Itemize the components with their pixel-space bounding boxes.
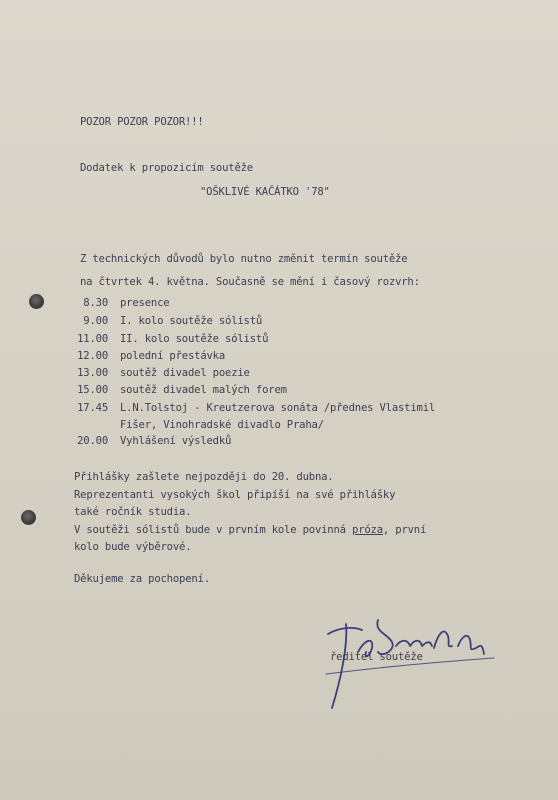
schedule-time: 13.00	[77, 367, 108, 379]
intro-line-1: Z technických důvodů bylo nutno změnit termín soutěže	[80, 253, 408, 265]
schedule-desc: presence	[120, 297, 170, 309]
notes-line-1: Přihlášky zašlete nejpozději do 20. dubna.	[74, 471, 334, 483]
notes-line-4-end: , první	[382, 524, 427, 536]
notes-line-4-start: V soutěži sólistů bude v prvním kole povinná	[74, 524, 353, 536]
schedule-desc: polední přestávka	[120, 350, 226, 362]
punch-hole-top	[29, 294, 44, 309]
schedule-time: 17.45	[77, 402, 108, 414]
intro-line-2: na čtvrtek 4. května. Současně se mění i časový rozvrh:	[80, 276, 420, 288]
notes-line-4	[74, 524, 426, 536]
schedule-desc: II. kolo soutěže sólistů	[120, 333, 269, 345]
schedule-time: 20.00	[77, 435, 108, 447]
schedule-desc: soutěž divadel poezie	[120, 367, 250, 379]
notes-line-5: kolo bude výběrové.	[74, 541, 192, 553]
schedule-time: 9.00	[83, 315, 108, 327]
signature-title: ředitel soutěže	[330, 651, 423, 663]
schedule-desc: Fišer, Vinohradské divadlo Praha/	[120, 419, 324, 431]
notes-line-3: také ročník studia.	[74, 506, 192, 518]
schedule-desc: I. kolo soutěže sólistů	[120, 315, 263, 327]
punch-hole-bottom	[21, 510, 36, 525]
document-subject: Dodatek k propozicím soutěže	[80, 162, 253, 174]
alert-heading: POZOR POZOR POZOR!!!	[80, 116, 204, 128]
schedule-desc: Vyhlášení výsledků	[120, 435, 232, 447]
notes-underlined-word: próza	[352, 524, 383, 536]
schedule-desc: L.N.Tolstoj - Kreutzerova sonáta /přednes Vlastimil	[120, 402, 436, 414]
schedule-time: 12.00	[77, 350, 108, 362]
schedule-time: 8.30	[83, 297, 108, 309]
schedule-time: 15.00	[77, 384, 108, 396]
notes-line-2: Reprezentanti vysokých škol připíší na své přihlášky	[74, 489, 396, 501]
closing-thanks: Děkujeme za pochopení.	[74, 573, 210, 585]
schedule-desc: soutěž divadel malých forem	[120, 384, 287, 396]
event-title: "OŠKLIVÉ KAČÁTKO '78"	[200, 186, 330, 198]
schedule-time: 11.00	[77, 333, 108, 345]
